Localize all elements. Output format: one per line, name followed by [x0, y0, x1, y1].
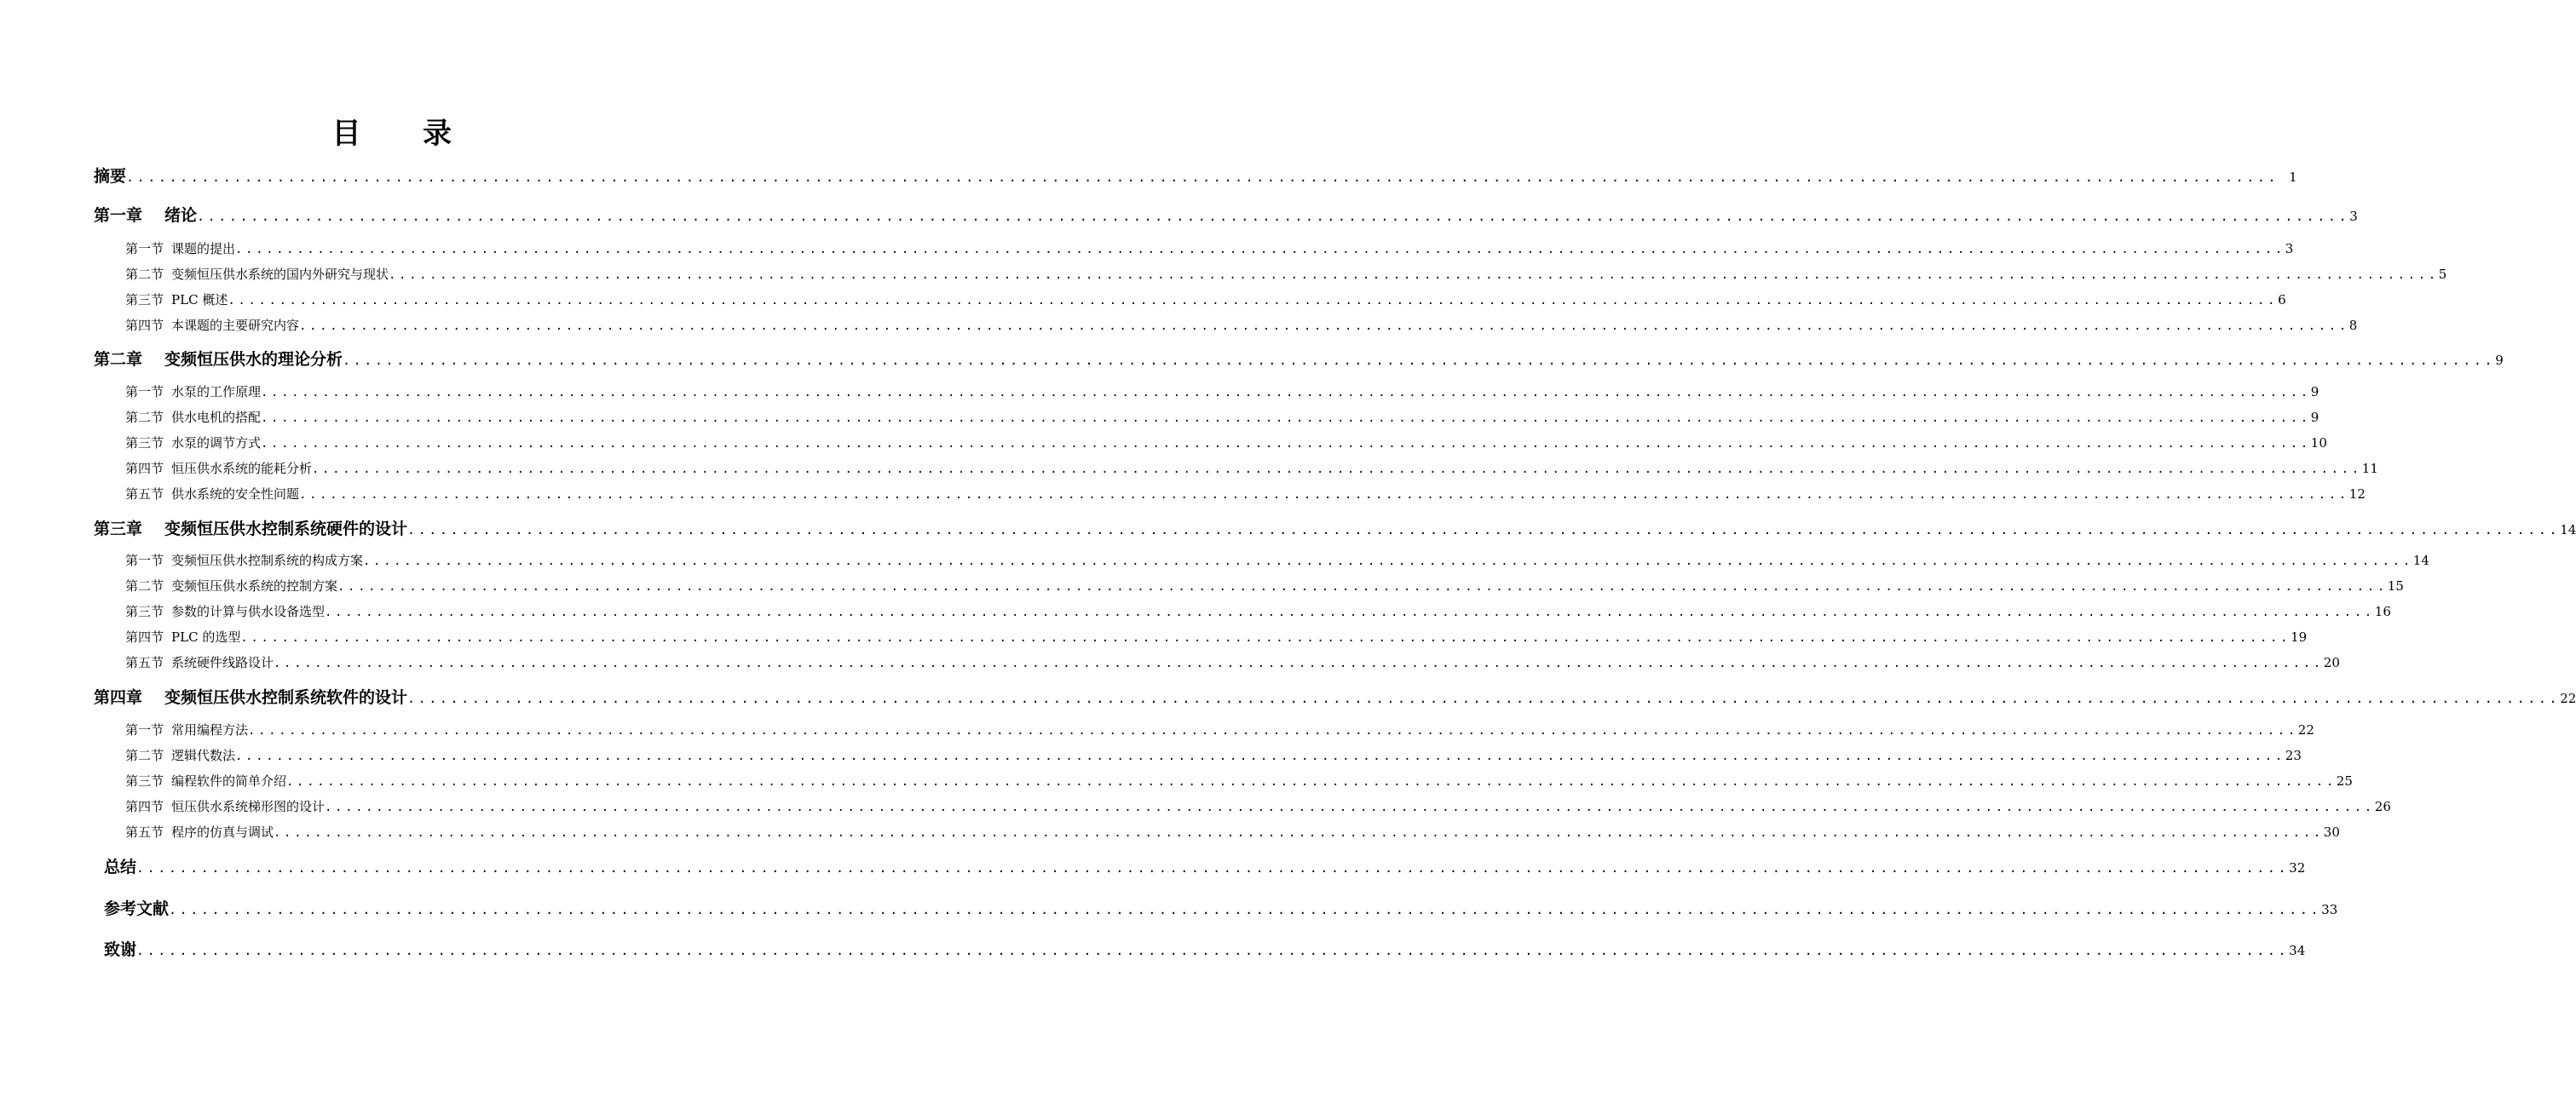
toc-entry-title: 恒压供水系统梯形图的设计	[171, 799, 326, 814]
toc-dot-leader: ........................................................................................................................................................................................................	[126, 170, 2279, 185]
toc-page-number: 9	[2495, 353, 2504, 368]
toc-page-number: 15	[2387, 578, 2404, 594]
toc-entry-label	[125, 460, 312, 477]
toc-section-entry[interactable]	[125, 773, 2353, 790]
toc-dot-leader: ........................................................................................................................................................................................................	[261, 411, 2311, 425]
toc-entry-label	[104, 856, 136, 878]
toc-entry-title: 变频恒压供水控制系统的构成方案	[171, 553, 364, 568]
toc-entry-title: 编程软件的简单介绍	[171, 773, 287, 789]
toc-dot-leader: ........................................................................................................................................................................................................	[274, 826, 2324, 840]
toc-dot-leader: ........................................................................................................................................................................................................	[136, 860, 2290, 876]
toc-section-entry[interactable]	[125, 240, 2294, 258]
toc-entry-number: 第五节	[125, 655, 164, 670]
toc-entry-label	[125, 654, 274, 671]
toc-page-number: 22	[2297, 722, 2314, 738]
toc-page-number: 14	[2412, 553, 2429, 568]
toc-page-number: 16	[2374, 604, 2391, 619]
toc-page-number: 9	[2310, 384, 2320, 399]
toc-entry-label	[125, 603, 325, 620]
toc-section-entry[interactable]	[125, 317, 2358, 335]
toc-page-number: 11	[2361, 461, 2378, 476]
toc-entry-number: 第二节	[125, 410, 164, 425]
toc-chapter-entry[interactable]	[94, 518, 2576, 541]
toc-section-entry[interactable]	[125, 629, 2308, 646]
toc-entry-title: 供水系统的安全性问题	[171, 486, 300, 502]
toc-chapter-entry[interactable]	[94, 165, 2297, 188]
toc-entry-label	[125, 434, 261, 451]
toc-section-entry[interactable]	[125, 291, 2286, 309]
toc-entry-title: 逻辑代数法	[171, 748, 236, 763]
toc-entry-label	[125, 747, 235, 764]
toc-dot-leader: ........................................................................................................................................................................................................	[325, 606, 2375, 619]
toc-entry-number: 第三节	[125, 604, 164, 619]
toc-entry-number: 第三章	[94, 520, 143, 538]
toc-entry-title: 恒压供水系统的能耗分析	[171, 461, 313, 476]
toc-chapter-entry[interactable]	[104, 939, 2306, 962]
toc-entry-number: 第四章	[94, 688, 143, 707]
toc-entry-label	[125, 486, 299, 503]
toc-entry-number: 第五节	[125, 486, 164, 502]
toc-entry-label	[125, 383, 261, 400]
toc-chapter-entry[interactable]	[94, 348, 2504, 371]
toc-section-entry[interactable]	[125, 460, 2378, 478]
toc-entry-title: 本课题的主要研究内容	[171, 318, 300, 333]
toc-entry-number: 第四节	[125, 318, 164, 333]
toc-section-entry[interactable]	[125, 486, 2366, 503]
toc-entry-label	[125, 721, 248, 738]
toc-entry-label	[125, 240, 235, 257]
toc-entry-number: 第三节	[125, 435, 164, 451]
toc-entry-title: PLC 的选型	[171, 629, 241, 645]
toc-entry-label	[125, 629, 240, 646]
toc-entry-number: 第二章	[94, 350, 143, 369]
toc-entry-number: 第一节	[125, 384, 164, 399]
toc-entry-number: 第三节	[125, 773, 164, 789]
toc-page-number: 23	[2285, 748, 2302, 763]
toc-entry-label	[125, 409, 261, 426]
toc-entry-title: 课题的提出	[171, 241, 236, 256]
toc-section-entry[interactable]	[125, 266, 2447, 284]
toc-entry-title: 水泵的调节方式	[171, 435, 262, 451]
toc-entry-title: 变频恒压供水系统的国内外研究与现状	[171, 267, 389, 282]
toc-entry-title: 供水电机的搭配	[171, 410, 262, 425]
toc-dot-leader: ........................................................................................................................................................................................................	[407, 522, 2561, 537]
toc-page-number: 5	[2438, 267, 2447, 282]
toc-section-entry[interactable]	[125, 654, 2340, 672]
toc-entry-number: 第一节	[125, 553, 164, 568]
toc-page-number: 33	[2321, 902, 2338, 917]
toc-dot-leader: ........................................................................................................................................................................................................	[235, 243, 2285, 256]
toc-section-entry[interactable]	[125, 409, 2320, 427]
toc-entry-title: PLC 概述	[171, 292, 228, 307]
toc-section-entry[interactable]	[125, 798, 2391, 816]
toc-entry-number: 第三节	[125, 292, 164, 307]
toc-dot-leader: ........................................................................................................................................................................................................	[407, 691, 2561, 706]
toc-dot-leader: ........................................................................................................................................................................................................	[363, 554, 2413, 568]
toc-page-number: 3	[2349, 209, 2358, 224]
toc-page-number: 26	[2374, 799, 2391, 814]
toc-dot-leader: ........................................................................................................................................................................................................	[343, 353, 2496, 368]
toc-entry-label	[104, 939, 136, 961]
toc-entry-label	[125, 824, 274, 841]
toc-dot-leader: ........................................................................................................................................................................................................	[228, 294, 2279, 307]
toc-dot-leader: ........................................................................................................................................................................................................	[261, 386, 2311, 399]
toc-entry-label	[94, 165, 126, 187]
toc-entry-number: 第二节	[125, 267, 164, 282]
toc-entry-number: 第五节	[125, 825, 164, 840]
toc-entry-label	[125, 798, 325, 815]
toc-dot-leader: ........................................................................................................................................................................................................	[240, 631, 2291, 645]
toc-entry-number: 第一节	[125, 722, 164, 738]
toc-dot-leader: ........................................................................................................................................................................................................	[325, 801, 2375, 814]
toc-dot-leader: ........................................................................................................................................................................................................	[261, 437, 2311, 451]
toc-chapter-entry[interactable]	[94, 687, 2576, 710]
toc-page-number: 30	[2323, 825, 2340, 840]
toc-entry-number: 第一节	[125, 241, 164, 256]
toc-page-number: 8	[2348, 318, 2358, 333]
toc-dot-leader: ........................................................................................................................................................................................................	[312, 463, 2362, 476]
toc-dot-leader: ........................................................................................................................................................................................................	[274, 657, 2324, 670]
toc-entry-number: 第二节	[125, 578, 164, 594]
toc-dot-leader: ........................................................................................................................................................................................................	[337, 580, 2388, 594]
toc-chapter-entry[interactable]	[104, 856, 2306, 879]
toc-entry-title: 变频恒压供水控制系统硬件的设计	[164, 520, 408, 538]
toc-entry-title: 水泵的工作原理	[171, 384, 262, 399]
toc-entry-title: 程序的仿真与调试	[171, 825, 274, 840]
toc-dot-leader: ........................................................................................................................................................................................................	[169, 902, 2322, 917]
toc-page-number: 12	[2348, 486, 2366, 502]
toc-dot-leader: ........................................................................................................................................................................................................	[299, 319, 2349, 333]
toc-page-number: 1	[2289, 170, 2297, 185]
toc-entry-title: 致谢	[104, 940, 137, 959]
toc-page-number: 34	[2289, 943, 2306, 958]
toc-page-number: 14	[2560, 522, 2576, 537]
toc-entry-label	[125, 577, 337, 595]
toc-entry-title: 参考文献	[104, 899, 170, 918]
toc-section-entry[interactable]	[125, 747, 2302, 765]
toc-chapter-entry[interactable]	[104, 898, 2338, 921]
toc-section-entry[interactable]	[125, 824, 2340, 842]
toc-entry-number: 第二节	[125, 748, 164, 763]
toc-entry-title: 系统硬件线路设计	[171, 655, 274, 670]
toc-entry-title: 常用编程方法	[171, 722, 249, 738]
toc-entry-label	[104, 898, 169, 920]
toc-dot-leader: ........................................................................................................................................................................................................	[136, 943, 2290, 958]
toc-entry-label	[125, 552, 363, 569]
toc-entry-number: 第一章	[94, 206, 143, 225]
toc-page-number: 32	[2289, 860, 2306, 876]
toc-entry-title: 摘要	[94, 167, 127, 186]
toc-entry-number: 第四节	[125, 629, 164, 645]
toc-page-number: 25	[2336, 773, 2353, 789]
toc-entry-title: 总结	[104, 858, 137, 876]
toc-page-number: 22	[2560, 691, 2576, 706]
toc-entry-label	[125, 266, 389, 283]
toc-dot-leader: ........................................................................................................................................................................................................	[389, 268, 2439, 282]
toc-title-char-2: 录	[423, 117, 452, 151]
toc-section-entry[interactable]	[125, 434, 2327, 452]
toc-entry-number: 第四节	[125, 799, 164, 814]
toc-dot-leader: ........................................................................................................................................................................................................	[248, 724, 2298, 738]
toc-dot-leader: ........................................................................................................................................................................................................	[299, 488, 2349, 502]
toc-page-number: 3	[2285, 241, 2294, 256]
toc-entry-title: 变频恒压供水控制系统软件的设计	[164, 688, 408, 707]
toc-section-entry[interactable]	[125, 577, 2404, 595]
toc-section-entry[interactable]	[125, 552, 2429, 570]
toc-entry-label	[125, 291, 228, 308]
toc-page-number: 19	[2291, 629, 2308, 645]
toc-chapter-entry[interactable]	[94, 204, 2358, 227]
toc-dot-leader: ........................................................................................................................................................................................................	[235, 750, 2285, 763]
toc-title-char-1: 目	[331, 117, 361, 151]
toc-dot-leader: ........................................................................................................................................................................................................	[197, 209, 2350, 224]
toc-entry-title: 变频恒压供水的理论分析	[164, 350, 343, 369]
toc-entry-title: 参数的计算与供水设备选型	[171, 604, 326, 619]
toc-entry-title: 变频恒压供水系统的控制方案	[171, 578, 338, 594]
toc-page-number: 6	[2278, 292, 2286, 307]
toc-section-entry[interactable]	[125, 721, 2314, 739]
toc-entry-label	[125, 317, 299, 334]
toc-entry-title: 绪论	[164, 206, 198, 225]
toc-entry-label	[94, 687, 407, 709]
toc-entry-number: 第四节	[125, 461, 164, 476]
toc-page-number: 20	[2323, 655, 2340, 670]
toc-entry-label	[94, 348, 343, 371]
toc-page-number: 10	[2310, 435, 2327, 451]
toc-entry-label	[94, 204, 197, 227]
toc-section-entry[interactable]	[125, 383, 2320, 401]
toc-title	[0, 113, 784, 154]
toc-entry-label	[94, 518, 407, 540]
toc-section-entry[interactable]	[125, 603, 2391, 621]
toc-entry-label	[125, 773, 286, 790]
toc-dot-leader: ........................................................................................................................................................................................................	[286, 775, 2337, 789]
toc-page-number: 9	[2310, 410, 2320, 425]
